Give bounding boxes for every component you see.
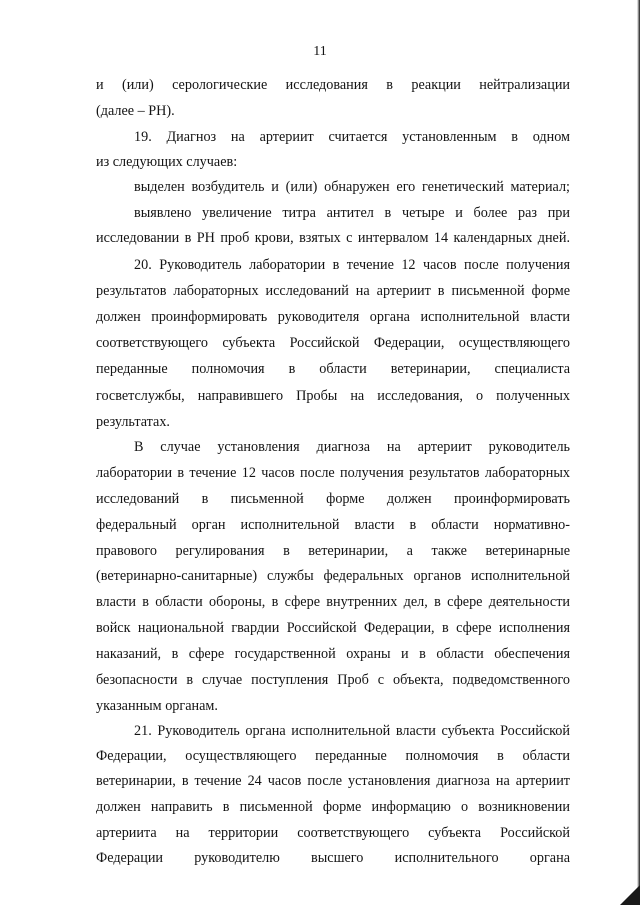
text-line: артериита на территории соответствующего субъекта Российской (96, 825, 570, 841)
page-number: 11 (313, 44, 327, 59)
text-line: из следующих случаев: (96, 154, 238, 170)
text-line: результатах. (96, 414, 170, 430)
text-line: наказаний, в сфере государственной охраны и в области обеспечения (96, 646, 570, 662)
text-line: выявлено увеличение титра антител в четыре и более раз при (134, 205, 570, 221)
text-line: безопасности в случае поступления Проб с объекта, подведомственного (96, 672, 570, 688)
text-line: лаборатории в течение 12 часов после получения результатов лабораторных (96, 465, 570, 481)
text-line: соответствующего субъекта Российской Федерации, осуществляющего (96, 335, 570, 351)
text-line: исследований в письменной форме должен проинформировать (96, 491, 570, 507)
text-line: Федерации, осуществляющего переданные полномочия в области (96, 748, 570, 764)
text-line: госветслужбы, направившего Пробы на исследования, о полученных (96, 388, 570, 404)
text-line: выделен возбудитель и (или) обнаружен его генетический материал; (134, 179, 570, 195)
text-line: указанным органам. (96, 698, 218, 714)
text-line: должен проинформировать руководителя органа исполнительной власти (96, 309, 570, 325)
text-line: Федерации руководителю высшего исполнительного органа (96, 850, 570, 866)
scan-corner (620, 885, 640, 905)
text-line: В случае установления диагноза на артериит руководитель (134, 439, 570, 455)
text-line: и (или) серологические исследования в реакции нейтрализации (96, 77, 570, 93)
text-line: (далее – РН). (96, 103, 175, 119)
text-line: должен направить в письменной форме информацию о возникновении (96, 799, 570, 815)
text-line: 19. Диагноз на артериит считается установленным в одном (134, 129, 570, 145)
text-line: 21. Руководитель органа исполнительной власти субъекта Российской (134, 723, 570, 739)
text-line: войск национальной гвардии Российской Федерации, в сфере исполнения (96, 620, 570, 636)
text-line: ветеринарии, в течение 24 часов после установления диагноза на артериит (96, 773, 570, 789)
text-line: результатов лабораторных исследований на артериит в письменной форме (96, 283, 570, 299)
text-line: исследовании в РН проб крови, взятых с интервалом 14 календарных дней. (96, 230, 570, 246)
text-line: федеральный орган исполнительной власти в области нормативно- (96, 517, 570, 533)
text-line: власти в области обороны, в сфере внутренних дел, в сфере деятельности (96, 594, 570, 610)
text-line: 20. Руководитель лаборатории в течение 12 часов после получения (134, 257, 570, 273)
text-line: переданные полномочия в области ветеринарии, специалиста (96, 361, 570, 377)
text-line: (ветеринарно-санитарные) службы федеральных органов исполнительной (96, 568, 570, 584)
text-line: правового регулирования в ветеринарии, а также ветеринарные (96, 543, 570, 559)
